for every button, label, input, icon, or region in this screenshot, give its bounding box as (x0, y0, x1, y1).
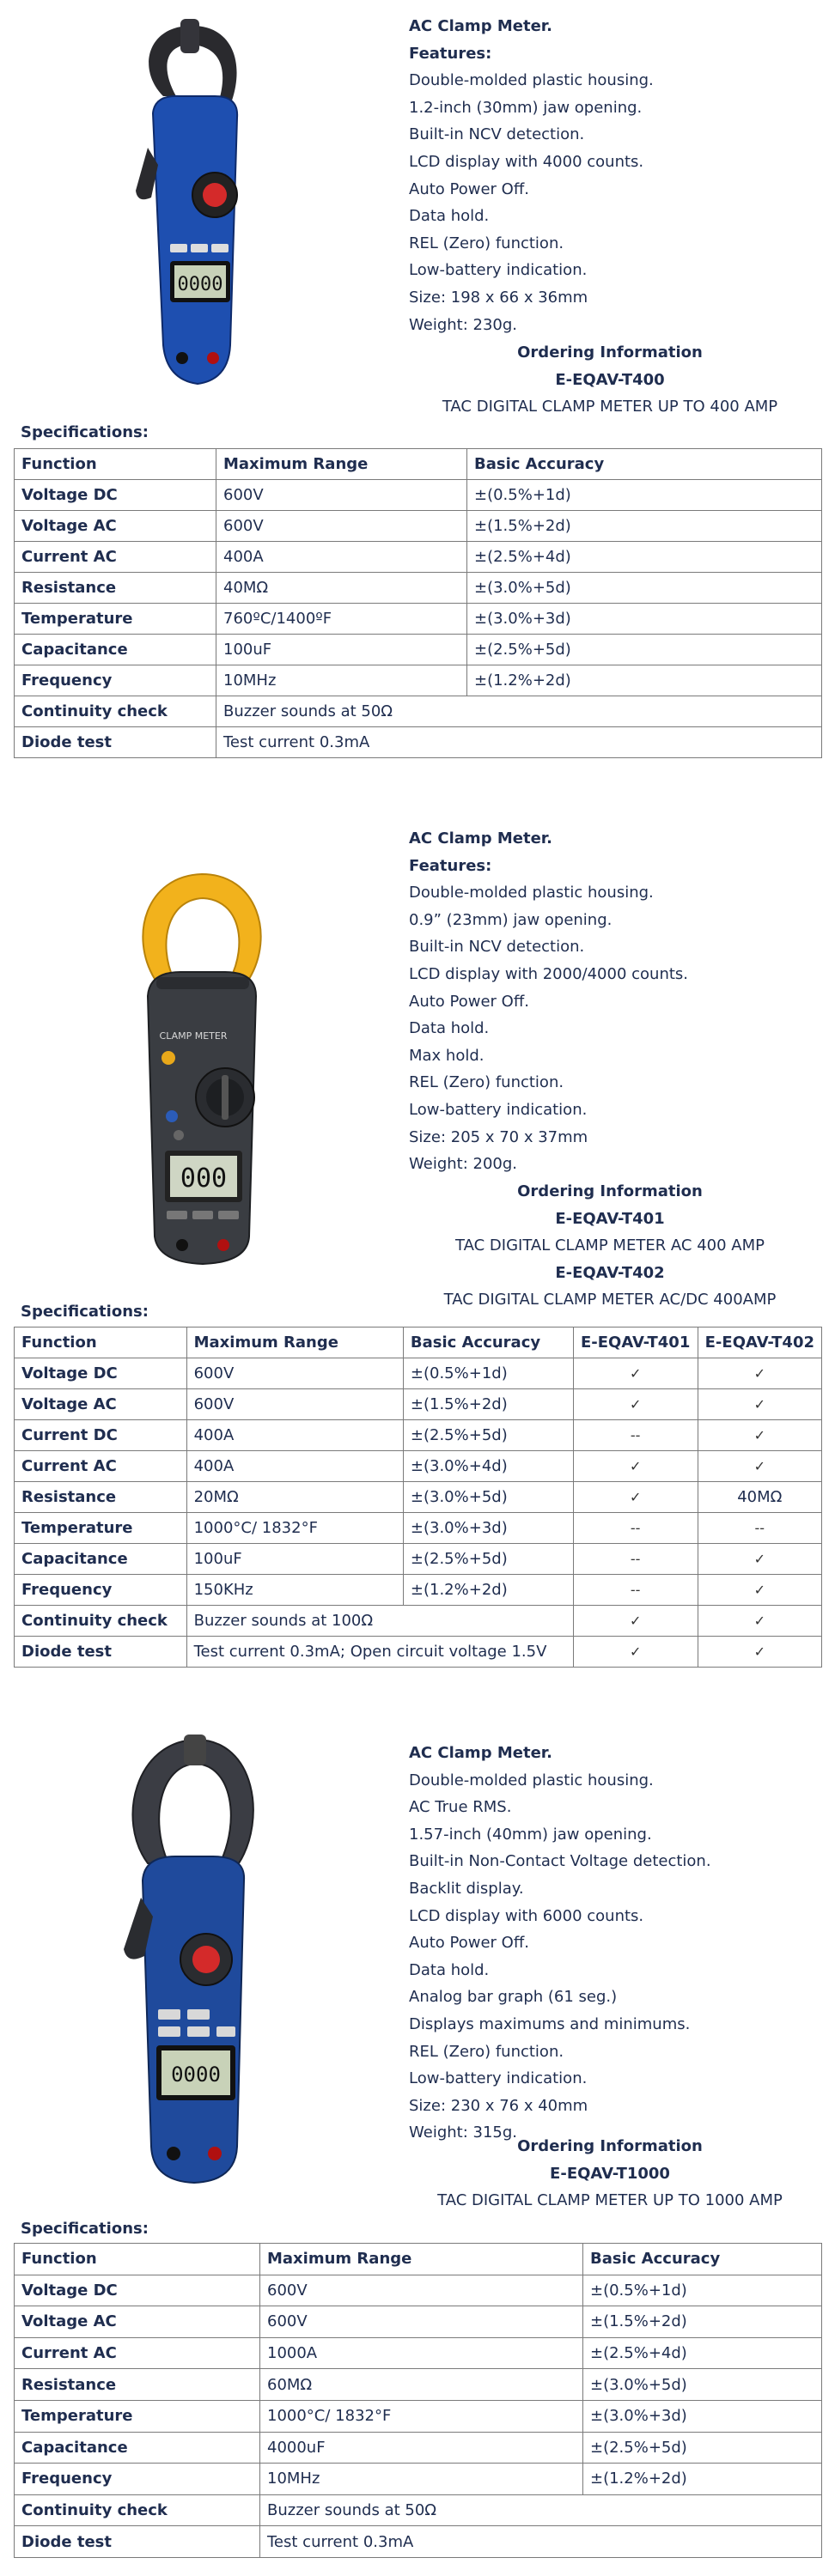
product-features (409, 825, 688, 1178)
feature-item: Auto Power Off. (409, 179, 529, 198)
accuracy-cell: ±(2.5%+4d) (467, 542, 822, 573)
table-row (15, 1637, 822, 1668)
accuracy-cell: ±(1.5%+2d) (583, 2306, 822, 2338)
order-code: E-EQAV-T401 (555, 1209, 665, 1228)
spec-table-t401-t402 (14, 1327, 822, 1668)
accuracy-cell: ±(3.0%+5d) (583, 2369, 822, 2401)
t401-cell: -- (573, 1513, 698, 1544)
order-description: TAC DIGITAL CLAMP METER AC 400 AMP (455, 1236, 765, 1255)
range-cell: 600V (260, 2275, 583, 2306)
t402-cell: ✓ (698, 1575, 821, 1606)
feature-item: Auto Power Off. (409, 1934, 529, 1953)
feature-item: Data hold. (409, 207, 490, 226)
table-row (15, 1389, 822, 1420)
table-row (15, 1451, 822, 1482)
t402-cell: ✓ (698, 1606, 821, 1637)
range-cell: Buzzer sounds at 50Ω (216, 696, 822, 727)
table-header-row (15, 449, 822, 480)
t402-cell: -- (698, 1513, 821, 1544)
range-cell: 40MΩ (216, 573, 467, 604)
range-cell: 4000uF (260, 2432, 583, 2464)
accuracy-cell: ±(0.5%+1d) (467, 480, 822, 511)
table-row (15, 511, 822, 542)
accuracy-cell: ±(1.2%+2d) (467, 665, 822, 696)
order-description: TAC DIGITAL CLAMP METER UP TO 1000 AMP (437, 2191, 783, 2210)
order-code: E-EQAV-T402 (555, 1263, 665, 1282)
product-features (409, 1740, 711, 2147)
feature-item: Weight: 230g. (409, 315, 517, 334)
header-cell: Basic Accuracy (583, 2244, 822, 2275)
table-header-row (15, 1327, 822, 1358)
table-row (15, 2369, 822, 2401)
accuracy-cell: ±(3.0%+3d) (467, 604, 822, 635)
range-cell: 400A (186, 1420, 403, 1451)
range-cell: 1000°C/ 1832°F (186, 1513, 403, 1544)
accuracy-cell: ±(1.2%+2d) (403, 1575, 573, 1606)
range-cell: Test current 0.3mA (260, 2526, 822, 2558)
t402-cell: ✓ (698, 1358, 821, 1389)
feature-item: Data hold. (409, 1019, 490, 1038)
table-row (15, 1513, 822, 1544)
accuracy-cell: ±(3.0%+4d) (403, 1451, 573, 1482)
accuracy-cell: ±(3.0%+3d) (583, 2400, 822, 2432)
accuracy-cell: ±(3.0%+5d) (403, 1482, 573, 1513)
ordering-information (387, 1178, 833, 1314)
t402-cell: ✓ (698, 1637, 821, 1668)
function-cell: Diode test (15, 2526, 260, 2558)
feature-item: REL (Zero) function. (409, 1073, 564, 1092)
feature-item: Analog bar graph (61 seg.) (409, 1988, 618, 2007)
feature-item: Weight: 315g. (409, 2123, 517, 2142)
function-cell: Frequency (15, 1575, 187, 1606)
feature-item: Size: 198 x 66 x 36mm (409, 288, 588, 307)
range-cell: 600V (186, 1389, 403, 1420)
feature-item: LCD display with 2000/4000 counts. (409, 964, 689, 983)
function-cell: Diode test (15, 1637, 187, 1668)
function-cell: Resistance (15, 2369, 260, 2401)
header-cell: Function (15, 2244, 260, 2275)
table-row (15, 2432, 822, 2464)
feature-item: Size: 205 x 70 x 37mm (409, 1127, 588, 1146)
ordering-heading: Ordering Information (517, 2137, 703, 2155)
function-cell: Voltage DC (15, 2275, 260, 2306)
spec-table-t1000 (14, 2243, 822, 2558)
accuracy-cell: ±(1.2%+2d) (583, 2464, 822, 2495)
function-cell: Frequency (15, 665, 216, 696)
function-cell: Voltage AC (15, 1389, 187, 1420)
function-cell: Voltage DC (15, 1358, 187, 1389)
range-cell: 1000°C/ 1832°F (260, 2400, 583, 2432)
feature-item: Built-in NCV detection. (409, 125, 585, 144)
specifications-label: Specifications: (21, 1303, 149, 1321)
range-cell: Test current 0.3mA (216, 727, 822, 758)
function-cell: Continuity check (15, 696, 216, 727)
table-row (15, 1606, 822, 1637)
feature-item: Weight: 200g. (409, 1155, 517, 1174)
feature-item: Low-battery indication. (409, 2069, 588, 2088)
t401-cell: ✓ (573, 1606, 698, 1637)
table-row (15, 696, 822, 727)
t402-cell: 40MΩ (698, 1482, 821, 1513)
range-cell: Buzzer sounds at 100Ω (186, 1606, 573, 1637)
t402-cell: ✓ (698, 1389, 821, 1420)
range-cell: 10MHz (216, 665, 467, 696)
function-cell: Voltage DC (15, 480, 216, 511)
t401-cell: -- (573, 1544, 698, 1575)
features-heading: Features: (409, 856, 492, 875)
range-cell: 1000A (260, 2337, 583, 2369)
header-cell: Maximum Range (186, 1327, 403, 1358)
product-title: AC Clamp Meter. (409, 829, 552, 848)
table-row (15, 2526, 822, 2558)
t401-cell: ✓ (573, 1637, 698, 1668)
function-cell: Voltage AC (15, 511, 216, 542)
feature-item: AC True RMS. (409, 1798, 512, 1817)
range-cell: 100uF (216, 635, 467, 665)
table-row (15, 1575, 822, 1606)
range-cell: 400A (186, 1451, 403, 1482)
accuracy-cell: ±(1.5%+2d) (467, 511, 822, 542)
t402-cell: ✓ (698, 1544, 821, 1575)
product-title: AC Clamp Meter. (409, 1744, 552, 1762)
function-cell: Current AC (15, 1451, 187, 1482)
function-cell: Capacitance (15, 2432, 260, 2464)
table-row (15, 1544, 822, 1575)
order-description: TAC DIGITAL CLAMP METER AC/DC 400AMP (443, 1291, 777, 1309)
table-row (15, 542, 822, 573)
clamp-meter-t1000-image (120, 1735, 266, 2190)
t401-cell: ✓ (573, 1482, 698, 1513)
ordering-heading: Ordering Information (517, 343, 703, 361)
feature-item: Displays maximums and minimums. (409, 2014, 691, 2033)
function-cell: Temperature (15, 1513, 187, 1544)
order-code: E-EQAV-T1000 (550, 2164, 670, 2183)
feature-item: Built-in NCV detection. (409, 938, 585, 957)
range-cell: 60MΩ (260, 2369, 583, 2401)
table-header-row (15, 2244, 822, 2275)
product-title: AC Clamp Meter. (409, 17, 552, 35)
table-row (15, 2400, 822, 2432)
range-cell: 10MHz (260, 2464, 583, 2495)
feature-item: LCD display with 6000 counts. (409, 1906, 644, 1925)
function-cell: Current AC (15, 542, 216, 573)
range-cell: 600V (216, 511, 467, 542)
range-cell: 600V (260, 2306, 583, 2338)
header-cell: Maximum Range (216, 449, 467, 480)
table-row (15, 2306, 822, 2338)
accuracy-cell: ±(0.5%+1d) (403, 1358, 573, 1389)
table-row (15, 2275, 822, 2306)
feature-item: LCD display with 4000 counts. (409, 152, 644, 171)
accuracy-cell: ±(2.5%+5d) (467, 635, 822, 665)
features-heading: Features: (409, 44, 492, 63)
function-cell: Current DC (15, 1420, 187, 1451)
ordering-heading: Ordering Information (517, 1182, 703, 1200)
range-cell: 20MΩ (186, 1482, 403, 1513)
header-cell: Function (15, 449, 216, 480)
feature-item: Max hold. (409, 1046, 485, 1065)
table-row (15, 1420, 822, 1451)
feature-item: 1.57-inch (40mm) jaw opening. (409, 1825, 652, 1844)
t402-cell: ✓ (698, 1451, 821, 1482)
table-row (15, 635, 822, 665)
product-features (409, 13, 654, 338)
function-cell: Capacitance (15, 635, 216, 665)
header-cell: E-EQAV-T401 (573, 1327, 698, 1358)
header-cell: Function (15, 1327, 187, 1358)
function-cell: Resistance (15, 573, 216, 604)
ordering-information (387, 2133, 833, 2215)
feature-item: Low-battery indication. (409, 261, 588, 280)
table-row (15, 2464, 822, 2495)
table-row (15, 2337, 822, 2369)
feature-item: Double-molded plastic housing. (409, 71, 654, 90)
feature-item: Size: 230 x 76 x 40mm (409, 2096, 588, 2115)
ordering-information (387, 339, 833, 421)
range-cell: 150KHz (186, 1575, 403, 1606)
t401-cell: ✓ (573, 1451, 698, 1482)
range-cell: 400A (216, 542, 467, 573)
specifications-label: Specifications: (21, 423, 149, 441)
lcd-readout: 000 (180, 1163, 228, 1194)
feature-item: Data hold. (409, 1960, 490, 1979)
order-description: TAC DIGITAL CLAMP METER UP TO 400 AMP (442, 398, 778, 416)
range-cell: 100uF (186, 1544, 403, 1575)
feature-item: Double-molded plastic housing. (409, 1771, 654, 1789)
function-cell: Capacitance (15, 1544, 187, 1575)
table-row (15, 1482, 822, 1513)
header-cell: Maximum Range (260, 2244, 583, 2275)
feature-item: Backlit display. (409, 1879, 524, 1898)
header-cell: Basic Accuracy (403, 1327, 573, 1358)
lcd-readout: 0000 (177, 274, 223, 295)
accuracy-cell: ±(2.5%+5d) (403, 1544, 573, 1575)
range-cell: 600V (186, 1358, 403, 1389)
accuracy-cell: ±(0.5%+1d) (583, 2275, 822, 2306)
feature-item: Built-in Non-Contact Voltage detection. (409, 1852, 711, 1871)
header-cell: Basic Accuracy (467, 449, 822, 480)
table-row (15, 604, 822, 635)
feature-item: 1.2-inch (30mm) jaw opening. (409, 98, 643, 117)
function-cell: Continuity check (15, 2494, 260, 2526)
feature-item: REL (Zero) function. (409, 2042, 564, 2061)
accuracy-cell: ±(2.5%+5d) (403, 1420, 573, 1451)
accuracy-cell: ±(1.5%+2d) (403, 1389, 573, 1420)
table-row (15, 573, 822, 604)
range-cell: Buzzer sounds at 50Ω (260, 2494, 822, 2526)
function-cell: Temperature (15, 2400, 260, 2432)
t401-cell: ✓ (573, 1358, 698, 1389)
table-row (15, 480, 822, 511)
feature-item: Low-battery indication. (409, 1100, 588, 1119)
t402-cell: ✓ (698, 1420, 821, 1451)
accuracy-cell: ±(3.0%+5d) (467, 573, 822, 604)
function-cell: Resistance (15, 1482, 187, 1513)
function-cell: Diode test (15, 727, 216, 758)
clamp-meter-t400-image (129, 19, 258, 405)
t401-cell: -- (573, 1575, 698, 1606)
lcd-readout: 0000 (171, 2063, 221, 2087)
range-cell: 760ºC/1400ºF (216, 604, 467, 635)
table-row (15, 727, 822, 758)
order-code: E-EQAV-T400 (555, 370, 665, 389)
accuracy-cell: ±(2.5%+5d) (583, 2432, 822, 2464)
function-cell: Continuity check (15, 1606, 187, 1637)
t401-cell: -- (573, 1420, 698, 1451)
accuracy-cell: ±(2.5%+4d) (583, 2337, 822, 2369)
range-cell: 600V (216, 480, 467, 511)
t401-cell: ✓ (573, 1389, 698, 1420)
range-cell: Test current 0.3mA; Open circuit voltage 1.5V (186, 1637, 573, 1668)
feature-item: 0.9” (23mm) jaw opening. (409, 910, 613, 929)
table-row (15, 2494, 822, 2526)
table-row (15, 665, 822, 696)
function-cell: Voltage AC (15, 2306, 260, 2338)
feature-item: REL (Zero) function. (409, 234, 564, 252)
function-cell: Frequency (15, 2464, 260, 2495)
feature-item: Double-molded plastic housing. (409, 884, 654, 902)
specifications-label: Specifications: (21, 2220, 149, 2238)
feature-item: Auto Power Off. (409, 992, 529, 1011)
spec-table-t400 (14, 448, 822, 758)
clamp-meter-t401-image (129, 867, 275, 1271)
panel-label: CLAMP METER (159, 1030, 228, 1042)
table-row (15, 1358, 822, 1389)
function-cell: Current AC (15, 2337, 260, 2369)
header-cell: E-EQAV-T402 (698, 1327, 821, 1358)
function-cell: Temperature (15, 604, 216, 635)
accuracy-cell: ±(3.0%+3d) (403, 1513, 573, 1544)
